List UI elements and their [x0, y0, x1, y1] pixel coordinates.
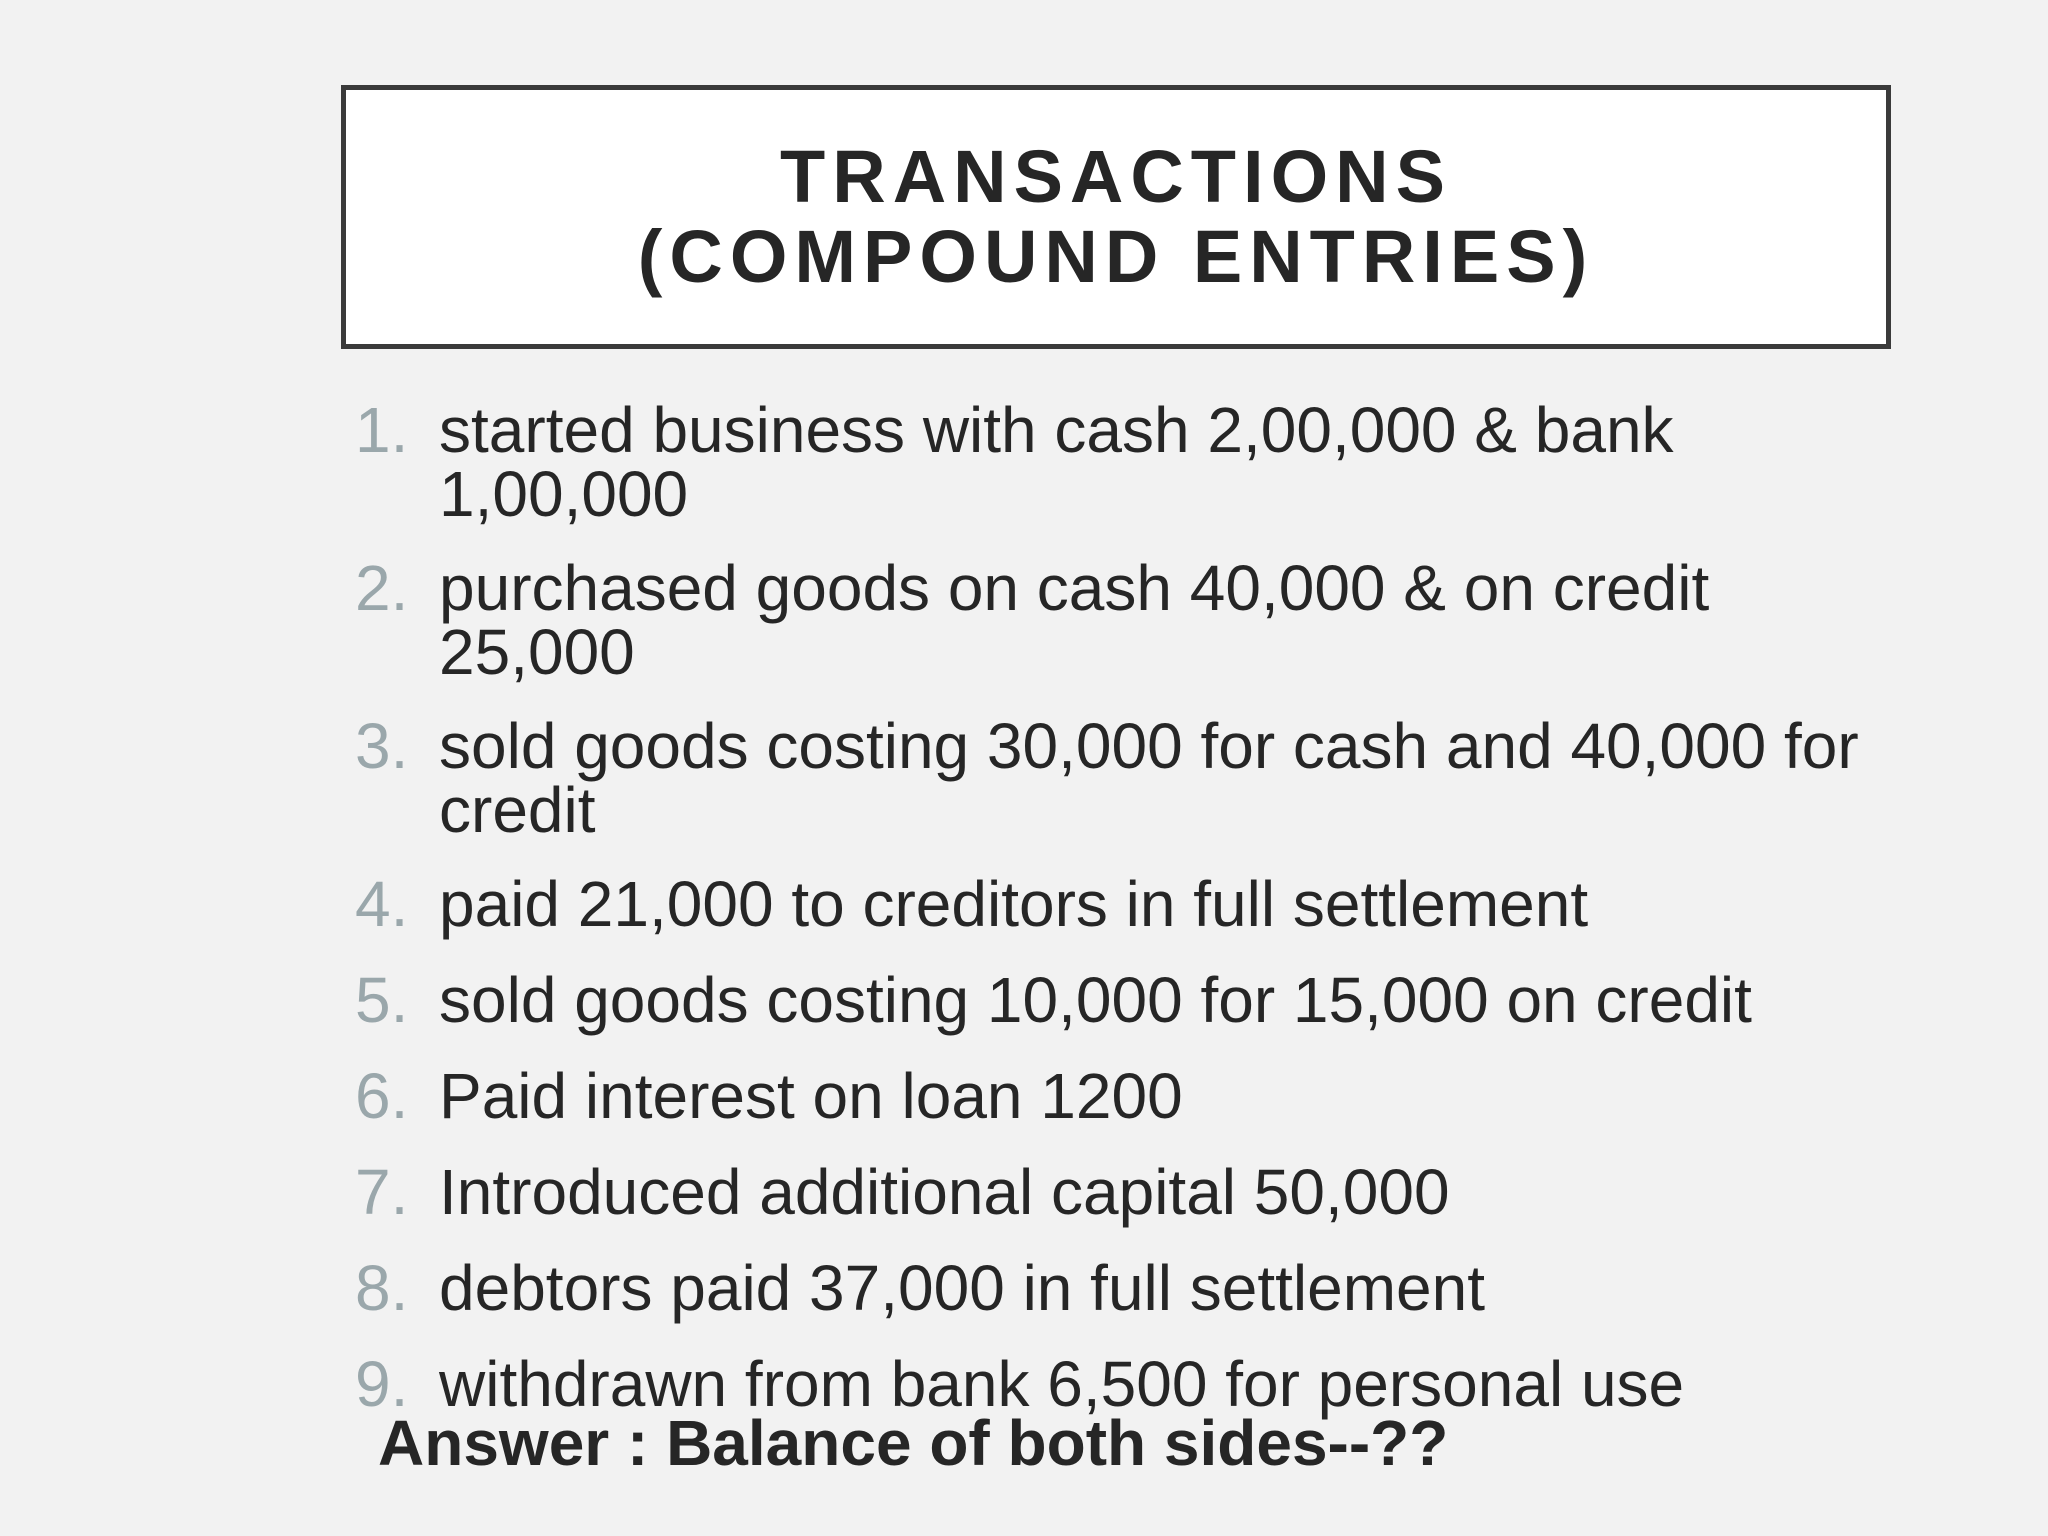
- item-number: 7.: [355, 1156, 409, 1228]
- item-number: 6.: [355, 1060, 409, 1132]
- item-text: Introduced additional capital 50,000: [439, 1156, 1450, 1228]
- item-text: paid 21,000 to creditors in full settlement: [439, 868, 1589, 940]
- list-item-3: [355, 710, 1915, 846]
- list-item-1: [355, 394, 1915, 530]
- transaction-list: [355, 394, 1915, 1448]
- item-number: 4.: [355, 868, 409, 940]
- item-number: 8.: [355, 1252, 409, 1324]
- item-number: 9.: [355, 1348, 409, 1420]
- item-text: started business with cash 2,00,000 & bank 1,00,000: [439, 394, 1674, 530]
- page-title-line-1: TRANSACTIONS: [780, 135, 1452, 218]
- item-number: 5.: [355, 964, 409, 1036]
- item-text: sold goods costing 30,000 for cash and 40,000 for credit: [439, 710, 1859, 846]
- list-item-7: [355, 1156, 1915, 1228]
- item-number: 2.: [355, 552, 409, 624]
- item-text: withdrawn from bank 6,500 for personal use: [439, 1348, 1685, 1420]
- page-title-line-2: (COMPOUND ENTRIES): [637, 215, 1595, 298]
- item-text: Paid interest on loan 1200: [439, 1060, 1183, 1132]
- item-text: purchased goods on cash 40,000 & on credit 25,000: [439, 552, 1710, 688]
- item-text: sold goods costing 10,000 for 15,000 on credit: [439, 964, 1752, 1036]
- list-item-2: [355, 552, 1915, 688]
- item-number: 3.: [355, 710, 409, 782]
- item-text: debtors paid 37,000 in full settlement: [439, 1252, 1485, 1324]
- list-item-6: [355, 1060, 1915, 1132]
- list-item-4: [355, 868, 1915, 940]
- list-item-5: [355, 964, 1915, 1036]
- title-box: [341, 85, 1891, 349]
- item-number: 1.: [355, 394, 409, 466]
- answer-text: Answer : Balance of both sides--??: [378, 1407, 1449, 1479]
- list-item-8: [355, 1252, 1915, 1324]
